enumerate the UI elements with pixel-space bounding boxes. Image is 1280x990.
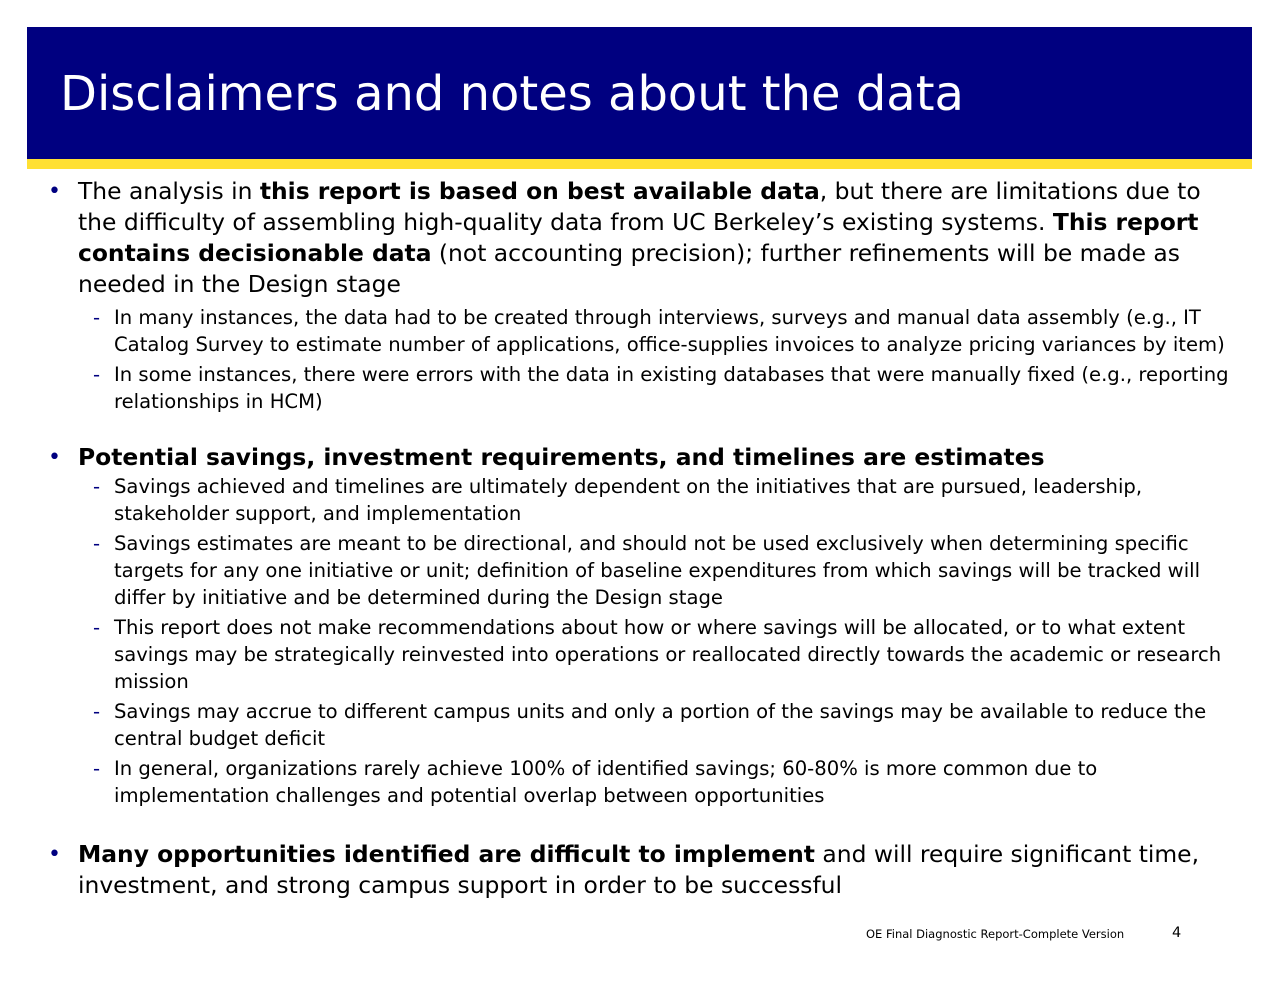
- sub-bullet: [48, 530, 1243, 611]
- dash-icon: -: [93, 306, 101, 329]
- bullet-dot-icon: •: [48, 842, 61, 867]
- dash-icon: -: [93, 616, 101, 639]
- bullet-text: (not accounting precision); further refinements will be made as needed in the Design stage: [78, 239, 1180, 298]
- bullet-estimates: [48, 442, 1243, 473]
- dash-icon: -: [93, 757, 101, 780]
- bullet-emphasis: Potential savings, investment requirements, and timelines are estimates: [78, 443, 1045, 471]
- bullet-text: , but there are limitations due to the difficulty of assembling high-quality data from UC Berkeley’s existing systems.: [78, 177, 1201, 236]
- bullet-data-limitations: [48, 176, 1243, 300]
- title-banner-stripe: [27, 159, 1252, 169]
- sub-bullet: [48, 304, 1243, 358]
- sub-bullet: [48, 473, 1243, 527]
- bullet-dot-icon: •: [48, 179, 61, 204]
- sub-bullet: [48, 755, 1243, 809]
- slide-title: Disclaimers and notes about the data: [60, 66, 964, 122]
- sub-bullet: [48, 361, 1243, 415]
- dash-icon: -: [93, 700, 101, 723]
- bullet-emphasis: This report contains decisionable data: [78, 208, 1199, 267]
- slide-body: [48, 176, 1243, 901]
- bullet-text: The analysis in: [78, 177, 260, 205]
- sub-bullet-text: In some instances, there were errors with the data in existing databases that were manually fixed (e.g., reporting relationships in HCM): [114, 363, 1229, 413]
- page-number: 4: [1172, 925, 1182, 941]
- bullet-text: and will require significant time, investment, and strong campus support in order to be successful: [78, 840, 1200, 899]
- sub-bullet-text: In many instances, the data had to be created through interviews, surveys and manual data assembly (e.g., IT Catalog Survey to estimate number of applications, office-supplies invoices to analyze pricing variances by item): [114, 306, 1225, 356]
- sub-bullet: [48, 698, 1243, 752]
- bullet-implementation: [48, 839, 1243, 901]
- bullet-emphasis: this report is based on best available data: [259, 177, 820, 205]
- sub-bullet-text: In general, organizations rarely achieve 100% of identified savings; 60-80% is more common due to implementation challenges and potential overlap between opportunities: [114, 757, 1098, 807]
- footer-report-name: OE Final Diagnostic Report-Complete Version: [866, 927, 1125, 941]
- bullet-emphasis: Many opportunities identified are difficult to implement: [78, 840, 815, 868]
- sub-bullet-text: Savings may accrue to different campus units and only a portion of the savings may be available to reduce the central budget deficit: [114, 700, 1207, 750]
- dash-icon: -: [93, 475, 101, 498]
- dash-icon: -: [93, 532, 101, 555]
- bullet-dot-icon: •: [48, 445, 61, 470]
- sub-bullet-text: Savings achieved and timelines are ultimately dependent on the initiatives that are pursued, leadership, stakeholder support, and implementation: [114, 475, 1143, 525]
- sub-bullet-text: This report does not make recommendations about how or where savings will be allocated, or to what extent savings may be strategically reinvested into operations or reallocated directly towards the academic or research mission: [114, 616, 1222, 693]
- sub-bullet: [48, 614, 1243, 695]
- dash-icon: -: [93, 363, 101, 386]
- sub-bullet-text: Savings estimates are meant to be directional, and should not be used exclusively when determining specific targets for any one initiative or unit; definition of baseline expenditures from which savings will be tracked will differ by initiative and be determined during the Design stage: [114, 532, 1201, 609]
